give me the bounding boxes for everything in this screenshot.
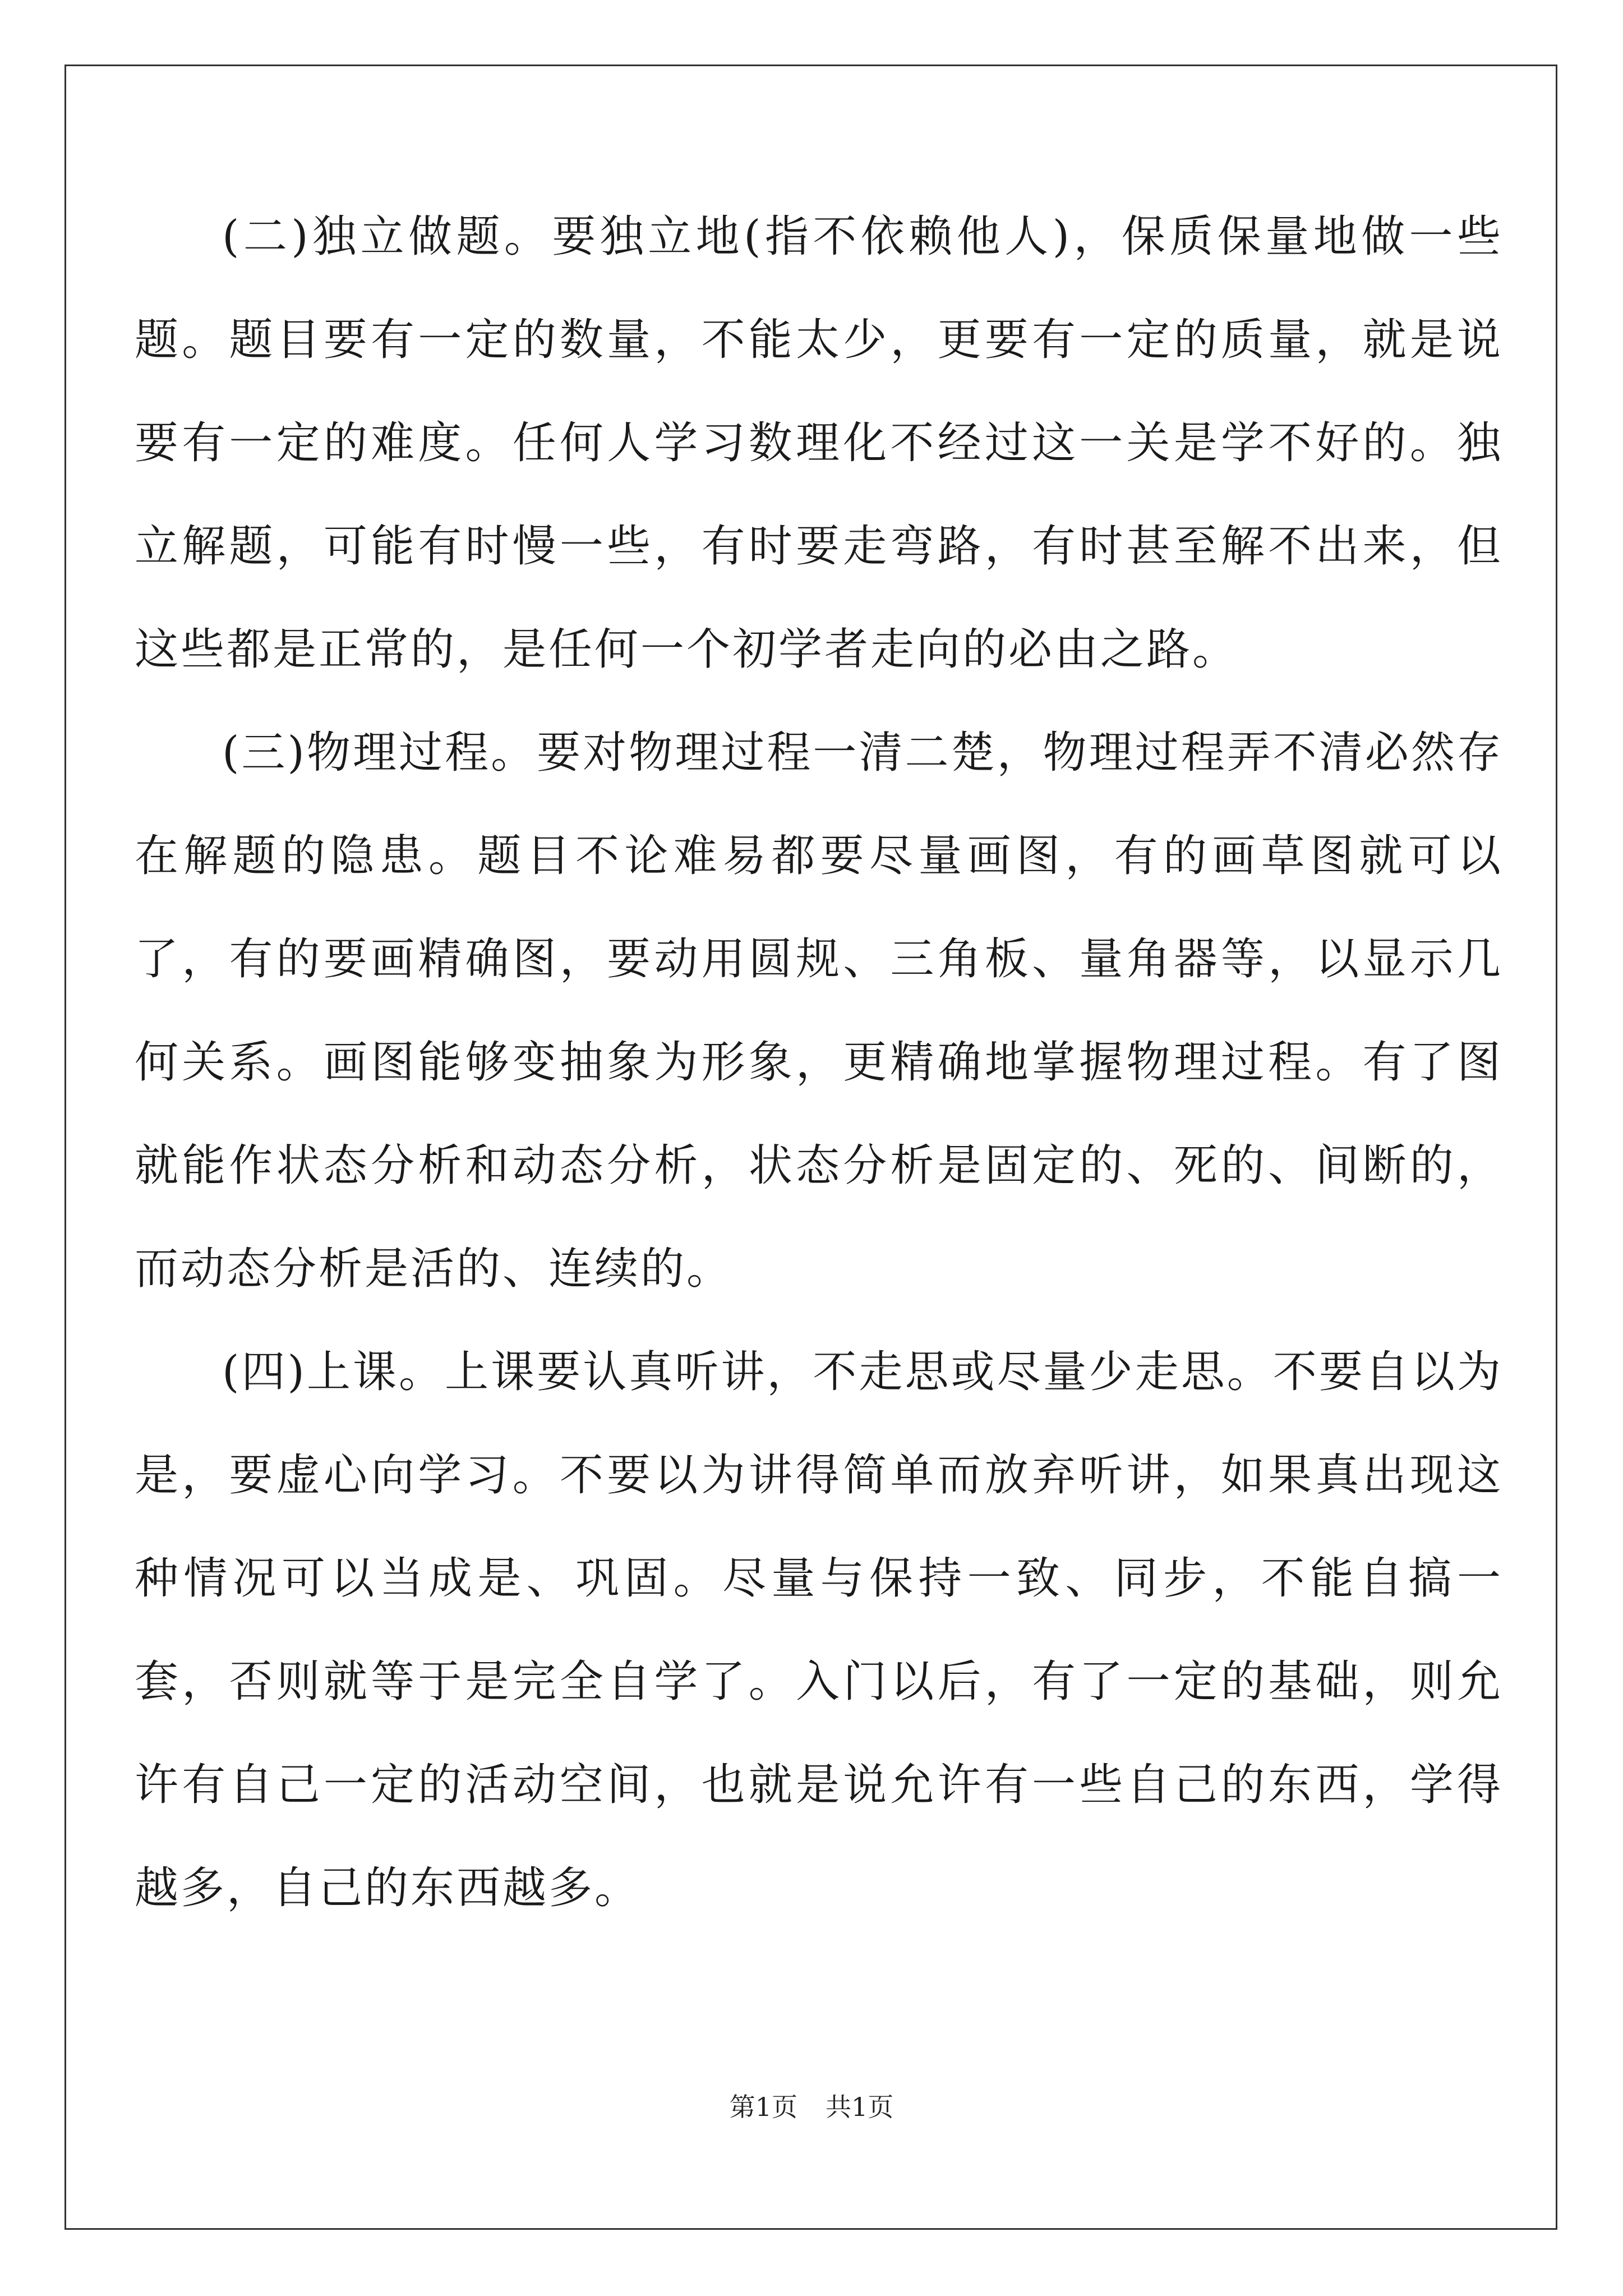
page-number: 第1页: [729, 2092, 797, 2122]
paragraph-independent-practice: (二)独立做题。要独立地(指不依赖他人)，保质保量地做一些题。题目要有一定的数量，不能太少，更要有一定的质量，就是说要有一定的难度。任何人学习数理化不经过这一关是学不好的。独立解题，可能有时慢一些，有时要走弯路，有时甚至解不出来，但这些都是正常的，是任何一个初学者走向的必由之路。: [135, 211, 1503, 675]
page-total: 共1页: [826, 2092, 894, 2122]
paragraph-attend-class: (四)上课。上课要认真听讲，不走思或尽量少走思。不要自以为是，要虚心向学习。不要以为讲得简单而放弃听讲，如果真出现这种情况可以当成是、巩固。尽量与保持一致、同步，不能自搞一套，否则就等于是完全自学了。入门以后，有了一定的基础，则允许有自己一定的活动空间，也就是说允许有一些自己的东西，学得越多，自己的东西越多。: [135, 1347, 1503, 1913]
page-footer: [0, 2087, 1623, 2124]
document-body: [135, 185, 1503, 1940]
paragraph-physical-process: (三)物理过程。要对物理过程一清二楚，物理过程弄不清必然存在解题的隐患。题目不论难易都要尽量画图，有的画草图就可以了，有的要画精确图，要动用圆规、三角板、量角器等，以显示几何关系。画图能够变抽象为形象，更精确地掌握物理过程。有了图就能作状态分析和动态分析，状态分析是固定的、死的、间断的，而动态分析是活的、连续的。: [135, 728, 1503, 1294]
